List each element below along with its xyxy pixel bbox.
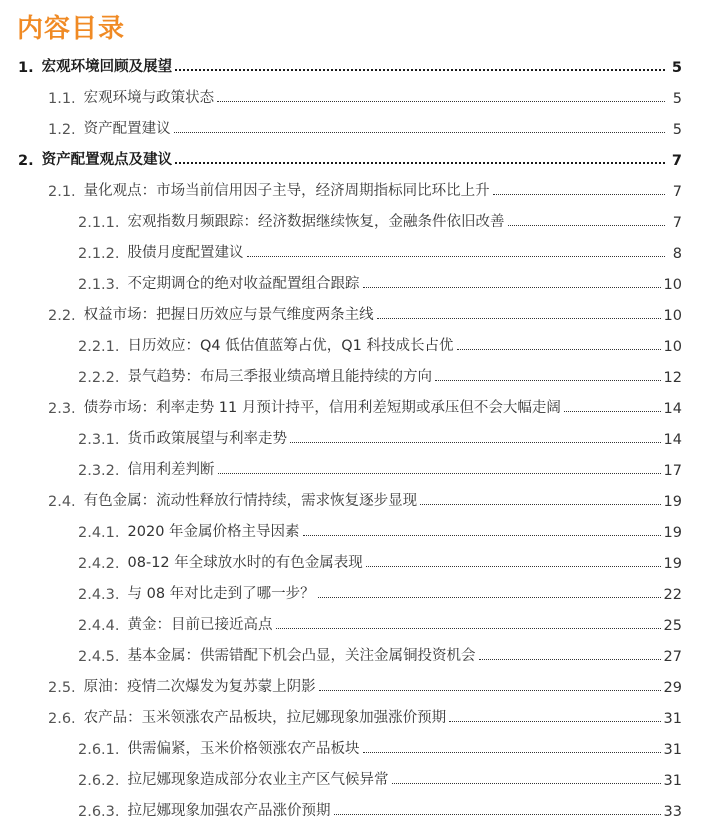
toc-entry-number: 1.1. [48,91,76,107]
toc-entry-2-4-4[interactable] [0,610,702,634]
dot-leader [420,504,660,505]
toc-entry-number: 2.4. [48,494,76,510]
toc-entry-page: 12 [663,370,682,386]
toc-entry-number: 2.1.3. [78,277,120,293]
toc-entry-text: 货币政策展望与利率走势 [127,431,288,447]
dot-leader [392,783,661,784]
toc-entry-number: 1. [18,60,34,76]
toc-entry-page: 5 [672,122,682,138]
toc-entry-2-1[interactable] [0,176,702,200]
toc-entry-number: 2.4.2. [78,556,120,572]
dot-leader [319,690,661,691]
toc-entry-text: 黄金：目前已接近高点 [127,617,273,633]
toc-entry-number: 2.2.2. [78,370,120,386]
toc-entry-text: 08-12 年全球放水时的有色金属表现 [127,555,363,571]
toc-entry-2-4[interactable] [0,486,702,510]
toc-entry-number: 2. [18,153,34,169]
toc-entry-page: 10 [663,277,682,293]
toc-entry-text: 有色金属：流动性释放行情持续，需求恢复逐步显现 [83,493,418,509]
toc-entry-page: 8 [672,246,682,262]
toc-entry-text: 基本金属：供需错配下机会凸显，关注金属铜投资机会 [127,648,476,664]
toc-entry-page: 19 [663,556,682,572]
dot-leader [435,380,661,381]
toc-entry-text: 宏观环境回顾及展望 [41,59,173,75]
toc-entry-text: 不定期调仓的绝对收益配置组合跟踪 [127,276,360,292]
toc-entry-page: 17 [663,463,682,479]
toc-entry-2-6-3[interactable] [0,796,702,820]
toc-entry-1-1[interactable] [0,83,702,107]
toc-entry-2-6[interactable] [0,703,702,727]
toc-entry-2-6-1[interactable] [0,734,702,758]
toc-entry-text: 供需偏紧，玉米价格领涨农产品板块 [127,741,360,757]
toc-entry-2-3[interactable] [0,393,702,417]
toc-entry-page: 5 [672,91,682,107]
dot-leader [217,101,665,102]
toc-entry-page: 10 [663,308,682,324]
toc-entry-1[interactable] [0,52,702,76]
toc-entry-number: 2.2.1. [78,339,120,355]
toc-entry-2-2[interactable] [0,300,702,324]
toc-entry-2-3-2[interactable] [0,455,702,479]
toc-entry-number: 2.4.4. [78,618,120,634]
toc-entry-2-1-3[interactable] [0,269,702,293]
toc-entry-page: 31 [663,742,682,758]
toc-entry-number: 2.2. [48,308,76,324]
toc-entry-page: 7 [672,215,682,231]
dot-leader [479,659,661,660]
toc-entry-2[interactable] [0,145,702,169]
toc-entry-number: 2.6.2. [78,773,120,789]
dot-leader [493,194,665,195]
toc-entry-number: 2.6.1. [78,742,120,758]
toc-entry-text: 资产配置观点及建议 [41,152,173,168]
toc-entry-page: 5 [671,60,682,76]
toc-entry-2-5[interactable] [0,672,702,696]
toc-entry-text: 拉尼娜现象造成部分农业主产区气候异常 [127,772,389,788]
toc-entry-page: 7 [671,153,682,169]
toc-entry-2-4-3[interactable] [0,579,702,603]
toc-entry-2-2-1[interactable] [0,331,702,355]
toc-entry-number: 2.1.1. [78,215,120,231]
toc-entry-text: 债券市场：利率走势 11 月预计持平，信用利差短期或承压但不会大幅走阔 [83,400,561,416]
dot-leader [174,132,665,133]
toc-entry-number: 2.4.1. [78,525,120,541]
toc-entry-2-1-2[interactable] [0,238,702,262]
dot-leader [175,69,665,71]
toc-title: 内容目录 [17,14,126,44]
dot-leader [318,597,661,598]
toc-entry-2-2-2[interactable] [0,362,702,386]
toc-entry-number: 2.1.2. [78,246,120,262]
toc-entry-2-4-5[interactable] [0,641,702,665]
toc-entry-page: 14 [663,401,682,417]
toc-entry-page: 19 [663,494,682,510]
dot-leader [276,628,661,629]
dot-leader [290,442,661,443]
toc-entry-2-3-1[interactable] [0,424,702,448]
toc-entry-text: 权益市场：把握日历效应与景气维度两条主线 [83,307,374,323]
toc-entry-text: 宏观指数月频跟踪：经济数据继续恢复，金融条件依旧改善 [127,214,505,230]
toc-entry-number: 2.3.2. [78,463,120,479]
dot-leader [303,535,661,536]
toc-entry-page: 19 [663,525,682,541]
toc-entry-page: 33 [663,804,682,820]
toc-entry-page: 7 [672,184,682,200]
toc-entry-text: 宏观环境与政策状态 [83,90,215,106]
toc-entry-number: 2.4.3. [78,587,120,603]
toc-entry-page: 31 [663,711,682,727]
dot-leader [449,721,660,722]
dot-leader [366,566,661,567]
toc-entry-2-4-1[interactable] [0,517,702,541]
dot-leader [334,814,661,815]
dot-leader [218,473,661,474]
dot-leader [457,349,661,350]
toc-entry-page: 31 [663,773,682,789]
toc-entry-number: 2.3. [48,401,76,417]
toc-entry-text: 原油：疫情二次爆发为复苏蒙上阴影 [83,679,316,695]
dot-leader [247,256,665,257]
toc-entry-number: 1.2. [48,122,76,138]
toc-entry-text: 农产品：玉米领涨农产品板块，拉尼娜现象加强涨价预期 [83,710,447,726]
toc-entry-text: 2020 年金属价格主导因素 [127,524,300,540]
toc-entry-text: 日历效应：Q4 低估值蓝筹占优，Q1 科技成长占优 [127,338,454,354]
toc-entry-page: 14 [663,432,682,448]
dot-leader [508,225,665,226]
toc-entry-page: 25 [663,618,682,634]
toc-entry-text: 信用利差判断 [127,462,215,478]
toc-entry-text: 资产配置建议 [83,121,171,137]
toc-entry-1-2[interactable] [0,114,702,138]
dot-leader [363,752,661,753]
toc-entry-page: 10 [663,339,682,355]
toc-entry-2-1-1[interactable] [0,207,702,231]
dot-leader [175,162,665,164]
toc-entry-page: 27 [663,649,682,665]
toc-entry-text: 与 08 年对比走到了哪一步？ [127,586,315,602]
toc-entry-number: 2.6.3. [78,804,120,820]
toc-entry-number: 2.1. [48,184,76,200]
dot-leader [564,411,661,412]
toc-entry-text: 股债月度配置建议 [127,245,244,261]
toc-entry-number: 2.3.1. [78,432,120,448]
dot-leader [363,287,661,288]
toc-entry-2-4-2[interactable] [0,548,702,572]
toc-entry-number: 2.4.5. [78,649,120,665]
toc-entry-text: 拉尼娜现象加强农产品涨价预期 [127,803,331,819]
toc-entry-page: 22 [663,587,682,603]
toc-entry-page: 29 [663,680,682,696]
toc-entry-2-6-2[interactable] [0,765,702,789]
toc-entry-number: 2.6. [48,711,76,727]
toc-entry-text: 量化观点：市场当前信用因子主导，经济周期指标同比环比上升 [83,183,490,199]
dot-leader [377,318,661,319]
toc-entry-text: 景气趋势：布局三季报业绩高增且能持续的方向 [127,369,433,385]
toc-entry-number: 2.5. [48,680,76,696]
